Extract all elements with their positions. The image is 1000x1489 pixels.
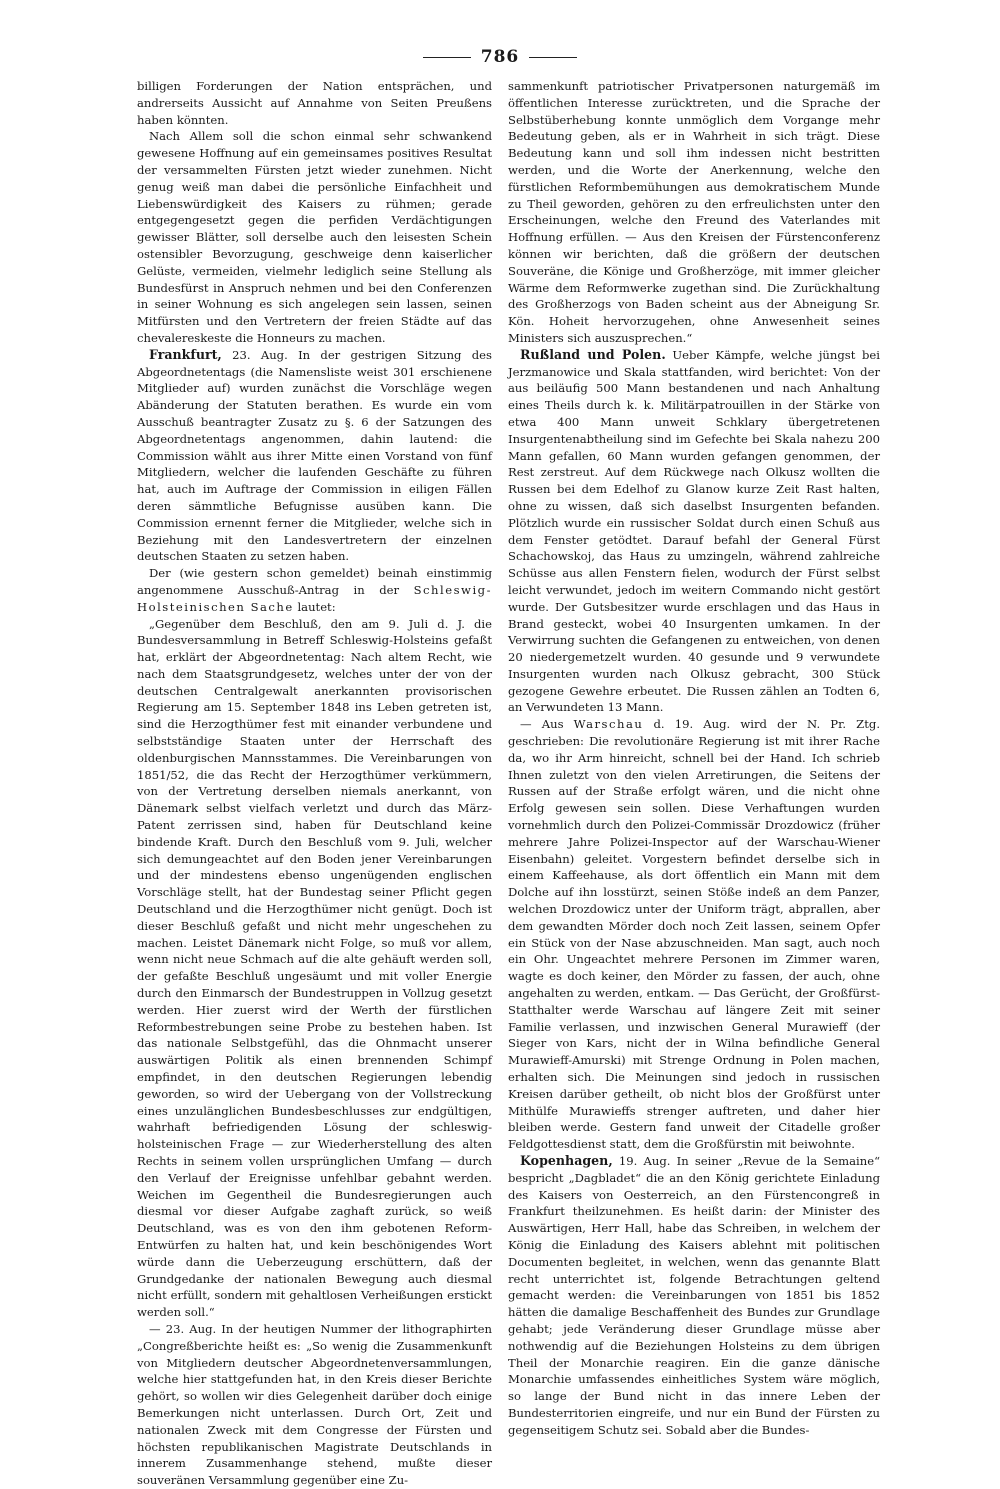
article-text: — Aus: [520, 717, 574, 732]
article-text: Der (wie gestern schon gemeldet) beinah einstimmig angenommene Ausschuß-Antrag in der: [137, 566, 492, 597]
page-number: 786: [480, 47, 520, 67]
article-text: 23. Aug. In der gestrigen Sitzung des Abgeordnetentags (die Namensliste weist 301 erschienene Mitglieder auf) wurden zunächst die Vorschläge wegen Abänderung der Statuten berathen. Es wurde ein vom Ausschuß beantragter Zusatz zu §. 6 der Satzungen des Abgeordnetentags angenommen, dahin lautend: die Commission wählt aus ihrer Mitte einen Vorstand von fünf Mitgliedern, welcher die laufenden Geschäfte zu führen hat, auch im Auftrage der Commission in eiligen Fällen deren sämmtliche Befugnisse ausüben kann. Die Commission ernennt ferner die Mitglieder, welche sich in Beziehung mit den Landesvertretern der einzelnen deutschen Staaten zu setzen haben.: [137, 347, 492, 564]
header-rule-left: [423, 57, 471, 58]
article-continuation: sammenkunft patriotischer Privatpersonen naturgemäß im öffentlichen Interesse zurücktreten, und die Sprache der Selbstüberhebung konnte unmöglich dem Vorgange mehr Bedeutung geben, als er in Wahrheit in sich trägt. Diese Bedeutung kann und soll ihm indessen nicht bestritten werden, und die Worte der Anerkennung, welche den fürstlichen Reformbemühungen aus demokratischem Munde zu Theil geworden, gehören zu den erfreulichsten unter den Erscheinungen, welche den Freund des Vaterlandes mit Hoffnung erfüllen. — Aus den Kreisen der Fürstenconferenz können wir berichten, daß die größern der deutschen Souveräne, die Könige und Großherzöge, mit immer gleicher Wärme dem Reformwerke zugethan sind. Die Zurückhaltung des Großherzogs von Baden scheint aus der Abneigung Sr. Kön. Hoheit hervorzugehen, ohne Anwesenheit seines Ministers sich auszusprechen.“: [508, 79, 880, 345]
dateline: Kopenhagen,: [520, 1153, 613, 1168]
right-column: [508, 78, 880, 1437]
dateline: Rußland und Polen.: [520, 346, 666, 362]
article-russland-polen: [508, 347, 880, 717]
article-frankfurt: [137, 347, 492, 565]
page-header: [0, 44, 1000, 70]
article-text: lautet:: [293, 599, 336, 614]
dateline: Frankfurt,: [149, 346, 222, 362]
article-kopenhagen: [508, 1153, 880, 1439]
article-text: d. 19. Aug. wird der N. Pr. Ztg. geschrieben: Die revolutionäre Regierung ist mit ihrer Rache da, wo ihr Arm hinreicht, schnell bei der Hand. Ich schrieb Ihnen zuletzt von den vielen Arretirungen, die Seitens der Russen auf der Straße erfolgt wären, und die nicht ohne Erfolg gewesen sein sollen. Diese Verhaftungen wurden vornehmlich durch den Polizei-Commissär Drozdowicz (früher mehrere Jahre Polizei-Inspector auf der Warschau-Wiener Eisenbahn) geleitet. Vorgestern befindet derselbe sich in einem Kaffeehause, als dort öffentlich ein Mann mit dem Dolche auf ihn losstürzt, seinen Stöße indeß an dem Panzer, welchen Drozdowicz unter der Uniform trägt, abprallen, aber dem gewandten Mörder doch noch Zeit lassen, seinem Opfer ein Stück von der Nase abzuschneiden. Man sagt, auch noch ein Ohr. Ungeachtet mehrere Personen im Zimmer waren, wagte es doch keiner, den Mörder zu fassen, der auch, ohne angehalten zu werden, entkam. — Das Gerücht, der Großfürst-Statthalter werde Warschau auf längere Zeit mit seiner Familie verlassen, und inzwischen General Murawieff (der Sieger von Kars, nicht der in Wilna befindliche General Murawieff-Amurski) mit Strenge Ordnung in Polen machen, erhalten sich. Die Meinungen sind jedoch in russischen Kreisen darüber getheilt, ob nicht blos der Großfürst unter Mithülfe Murawieffs strenger auftreten, und daher hier bleiben werde. Gestern fand unweit der Citadelle großer Feldgottesdienst statt, dem die Großfürstin mit beiwohnte.: [508, 717, 880, 1152]
resolution-quote: „Gegenüber dem Beschluß, den am 9. Juli d. J. die Bundesversammlung in Betreff Schleswig-Holsteins gefaßt hat, erklärt der Abgeordnetentag: Nach altem Recht, wie nach dem Staatsgrundgesetz, welches unter der von der deutschen Centralgewalt anerkannten provisorischen Regierung am 15. September 1848 ins Leben getreten ist, sind die Herzogthümer fest mit einander verbundene und selbstständige Staaten unter der Herrschaft des oldenburgischen Mannsstammes. Die Vereinbarungen von 1851/52, die das Recht der Herzogthümer verkümmern, von der Vertretung derselben niemals anerkannt, von Dänemark selbst vielfach verletzt und durch das März-Patent zerrissen sind, haben für Deutschland keine bindende Kraft. Durch den Beschluß vom 9. Juli, welcher sich demungeachtet auf den Boden jener Vereinbarungen und der mindestens ebenso ungenügenden englischen Vorschläge stellt, hat der Bundestag seiner Pflicht gegen Deutschland und die Herzogthümer nicht genügt. Doch ist dieser Beschluß gefaßt und nicht mehr ungeschehen zu machen. Leistet Dänemark nicht Folge, so muß vor allem, wenn nicht neue Schmach auf die alte gehäuft werden soll, der gefaßte Beschluß ungesäumt und mit voller Energie durch den Einmarsch der Bundestruppen in Vollzug gesetzt werden. Hier zuerst wird der Werth der fürstlichen Reformbestrebungen seine Probe zu bestehen haben. Ist das nationale Selbstgefühl, das die Ohnmacht unserer auswärtigen Politik als einen brennenden Schimpf empfindet, in den deutschen Regierungen lebendig geworden, so wird der Uebergang von der Vollstreckung eines unzulänglichen Bundesbeschlusses zur endgültigen, wahrhaft befriedigenden Lösung der schleswig-holsteinischen Frage — zur Wiederherstellung des alten Rechts in seinem vollen ursprünglichen Umfang — durch den Verlauf der Ereignisse unfehlbar gebahnt werden. Weichen im Gegentheil die Bundesregierungen auch diesmal vor dieser Aufgabe zaghaft zurück, so weiß Deutschland, was es von den ihm gebotenen Reform-Entwürfen zu halten hat, und kein beschönigendes Wort würde dann die Ueberzeugung erschüttern, daß der Grundgedanke der nationalen Bewegung auch diesmal nicht erfüllt, sondern mit gehaltlosen Verheißungen erstickt werden soll.“: [137, 616, 492, 1320]
article-continuation: billigen Forderungen der Nation entsprächen, und andrerseits Aussicht auf Annahme von Seiten Preußens haben könnten.: [137, 79, 492, 127]
spaced-emphasis: Warschau: [573, 717, 644, 732]
article-paragraph: — 23. Aug. In der heutigen Nummer der lithographirten „Congreßberichte heißt es: „So wenig die Zusammenkunft von Mitgliedern deutscher Abgeordnetenversammlungen, welche hier stattgefunden hat, in den Kreis dieser Berichte gehört, so wollen wir dies Gelegenheit darüber doch einige Bemerkungen nicht unterlassen. Durch Ort, Zeit und nationalen Zweck mit dem Congresse der Fürsten und höchsten republikanischen Magistrate Deutschlands in innerem Zusammenhange stehend, mußte dieser souveränen Versammlung gegenüber eine Zu-: [137, 1321, 492, 1488]
article-paragraph: Nach Allem soll die schon einmal sehr schwankend gewesene Hoffnung auf ein gemeinsames positives Resultat der versammelten Fürsten jetzt wieder zunehmen. Nicht genug weiß man dabei die persönliche Einfachheit und Liebenswürdigkeit des Kaisers zu rühmen; gerade entgegengesetzt gegen die perfiden Verdächtigungen gewisser Blätter, soll derselbe auch den leisesten Schein ostensibler Bevorzugung, geschweige denn kaiserlicher Gelüste, vermeiden, vielmehr lediglich seine Stellung als Bundesfürst in Anspruch nehmen und bei den Conferenzen in seiner Wohnung es sich angelegen sein lassen, seinen Mitfürsten und den Vertretern der freien Städte auf das chevalereskeste die Honneurs zu machen.: [137, 129, 492, 345]
article-text: Ueber Kämpfe, welche jüngst bei Jerzmanowice und Skala stattfanden, wird berichtet: Von der aus beiläufig 500 Mann bestandenen und nach Anhaltung eines Theils durch k. k. Militärpatrouillen in der Stärke von etwa 400 Mann unweit Schklary übergetretenen Insurgentenabtheilung sind im Gefechte bei Skala nahezu 200 Mann gefallen, 60 Mann wurden gefangen genommen, der Rest zerstreut. Auf dem Rückwege nach Olkusz wollten die Russen bei dem Edelhof zu Glanow kurze Zeit Rast halten, ohne zu wissen, daß sich daselbst Insurgenten befanden. Plötzlich wurde ein russischer Soldat durch einen Schuß aus dem Fenster getödtet. Darauf befahl der General Fürst Schachowskoj, das Haus zu umzingeln, während zahlreiche Schüsse aus allen Fenstern fielen, wodurch der Fürst selbst leicht verwundet, jedoch im weitern Commando nicht gestört wurde. Der Gutsbesitzer wurde erschlagen und das Haus in Brand gesteckt, wobei 40 Insurgenten umkamen. In der Verwirrung suchten die Gefangenen zu entweichen, von denen 20 niedergemetzelt wurden. 40 gesunde und 9 verwundete Insurgenten wurden nach Olkusz gebracht, 300 Stück gezogene Gewehre erbeutet. Die Russen zählen an Todten 6, an Verwundeten 13 Mann.: [508, 347, 880, 715]
spaced-emphasis: Schleswig-Holsteinischen Sache: [137, 582, 492, 614]
header-rule-right: [529, 57, 577, 58]
article-warschau: [508, 716, 880, 1153]
left-column: [137, 78, 492, 1488]
article-paragraph: [137, 565, 492, 615]
article-text: 19. Aug. In seiner „Revue de la Semaine“ bespricht „Dagbladet“ die an den König gerichtete Einladung des Kaisers von Oesterreich, an den Fürstencongreß in Frankfurt theilzunehmen. Es heißt darin: der Minister des Auswärtigen, Herr Hall, habe das Schreiben, in welchem der König die Einladung des Kaisers ablehnt mit politischen Documenten begleitet, in welchen, wenn das genannte Blatt recht unterrichtet ist, folgende Betrachtungen geltend gemacht werden: die Vereinbarungen von 1851 bis 1852 hätten die damalige Beschaffenheit des Bundes zur Grundlage gehabt; jede Veränderung dieser Grundlage müsse aber nothwendig auf die Beziehungen Holsteins zu dem übrigen Theil der Monarchie reagiren. Ein die ganze dänische Monarchie umfassendes einheitliches System wäre möglich, so lange der Bund nicht in das innere Leben der Bundesterritorien eingreife, und nur ein Bund der Fürsten zu gegenseitigem Schutz sei. Sobald aber die Bundes-: [508, 1154, 880, 1437]
